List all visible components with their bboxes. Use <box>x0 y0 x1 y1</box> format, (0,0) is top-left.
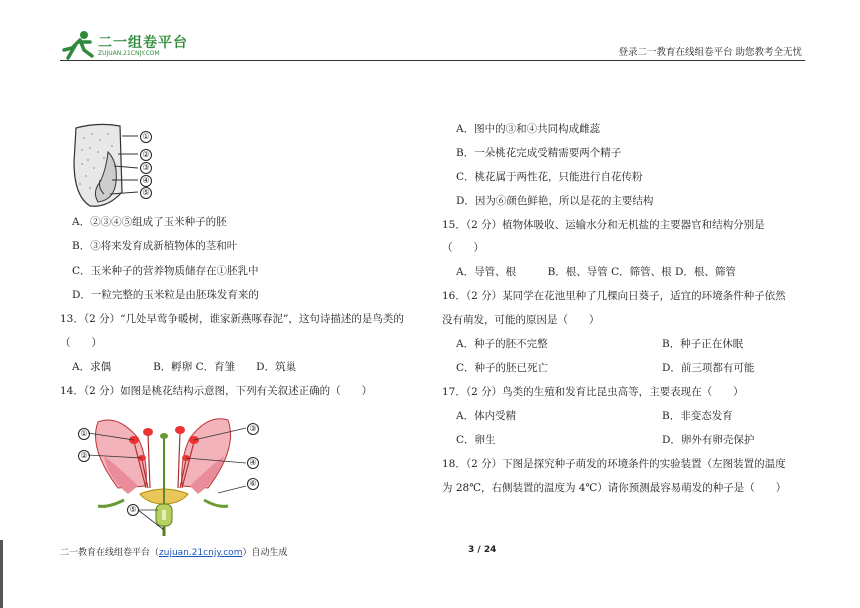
corn-label-3: ③ <box>140 162 152 174</box>
q15-options[interactable]: A．导管、根 B．根、导管 C．筛管、根 D．根、筛管 <box>456 266 736 278</box>
footer-text-after: ）自动生成 <box>242 548 288 558</box>
q14-option-c[interactable]: C．桃花属于两性花，只能进行自花传粉 <box>456 171 643 183</box>
header-divider <box>60 60 805 61</box>
runner-logo-icon <box>62 30 96 60</box>
q17-option-c[interactable]: C．卵生 <box>456 434 496 446</box>
peach-flower-diagram <box>68 408 268 538</box>
q14-stem: 14．（2 分）如图是桃花结构示意图，下列有关叙述正确的（ ） <box>60 385 373 397</box>
q18-stem: 18．（2 分）下图是探究种子萌发的环境条件的实验装置（左图装置的温度 <box>442 458 786 470</box>
flower-label-4: ④ <box>247 457 259 469</box>
q14-option-a[interactable]: A．图中的③和④共同构成雌蕊 <box>456 123 601 135</box>
footer-link[interactable]: zujuan.21cnjy.com <box>159 548 243 558</box>
logo-url: ZUJUAN.21CNJY.COM <box>98 50 160 57</box>
corn-option-b[interactable]: B．③将来发育成新植物体的茎和叶 <box>72 240 238 252</box>
logo-text: 二一组卷平台 <box>98 35 188 51</box>
flower-label-6: ⑥ <box>247 478 259 490</box>
corn-option-a[interactable]: A．②③④⑤组成了玉米种子的胚 <box>72 216 227 228</box>
platform-logo[interactable] <box>62 28 202 62</box>
q16-stem: 16．（2 分）某同学在花池里种了几棵向日葵子，适宜的环境条件种子依然 <box>442 290 786 302</box>
q17-option-d[interactable]: D．卵外有卵壳保护 <box>662 434 755 446</box>
q17-option-a[interactable]: A．体内受精 <box>456 410 517 422</box>
q15-stem-cont: （ ） <box>442 242 484 254</box>
flower-label-1: ① <box>78 428 90 440</box>
page-number: 3 / 24 <box>468 545 497 555</box>
corn-label-4: ④ <box>140 175 152 187</box>
corn-option-c[interactable]: C．玉米种子的营养物质储存在①胚乳中 <box>72 265 259 277</box>
q17-stem: 17．（2 分）鸟类的生殖和发育比昆虫高等，主要表现在（ ） <box>442 386 744 398</box>
flower-label-5: ⑤ <box>127 504 139 516</box>
q16-option-c[interactable]: C．种子的胚已死亡 <box>456 362 549 374</box>
flower-label-3: ③ <box>247 423 259 435</box>
q13-stem-cont: （ ） <box>60 337 102 349</box>
footer-text-before: 二一教育在线组卷平台（ <box>60 548 160 558</box>
q14-option-b[interactable]: B．一朵桃花完成受精需要两个精子 <box>456 147 622 159</box>
q16-stem-cont: 没有萌发，可能的原因是（ ） <box>442 314 600 326</box>
q13-stem: 13．（2 分）“几处早莺争暖树，谁家新燕啄春泥”，这句诗描述的是鸟类的 <box>60 313 404 325</box>
flower-label-2: ② <box>78 450 90 462</box>
corn-label-5: ⑤ <box>140 187 152 199</box>
header-slogan[interactable]: 登录二一教育在线组卷平台 助您教考全无忧 <box>618 47 802 58</box>
q18-stem-cont: 为 28℃，右侧装置的温度为 4℃）请你预测最容易萌发的种子是（ ） <box>442 482 787 494</box>
q16-option-a[interactable]: A．种子的胚不完整 <box>456 338 548 350</box>
q13-options[interactable]: A．求偶 B．孵卵 C．育雏 D．筑巢 <box>72 361 297 373</box>
q16-option-b[interactable]: B．种子正在休眠 <box>662 338 744 350</box>
q14-option-d[interactable]: D．因为⑥颜色鲜艳，所以是花的主要结构 <box>456 195 654 207</box>
window-edge <box>0 540 3 608</box>
footer-generator <box>60 545 287 558</box>
corn-option-d[interactable]: D．一粒完整的玉米粒是由胚珠发育来的 <box>72 289 259 301</box>
corn-label-2: ② <box>140 149 152 161</box>
q15-stem: 15．（2 分）植物体吸收、运输水分和无机盐的主要器官和结构分别是 <box>442 219 765 231</box>
q17-option-b[interactable]: B．非变态发育 <box>662 410 733 422</box>
corn-label-1: ① <box>140 131 152 143</box>
q16-option-d[interactable]: D．前三项都有可能 <box>662 362 755 374</box>
